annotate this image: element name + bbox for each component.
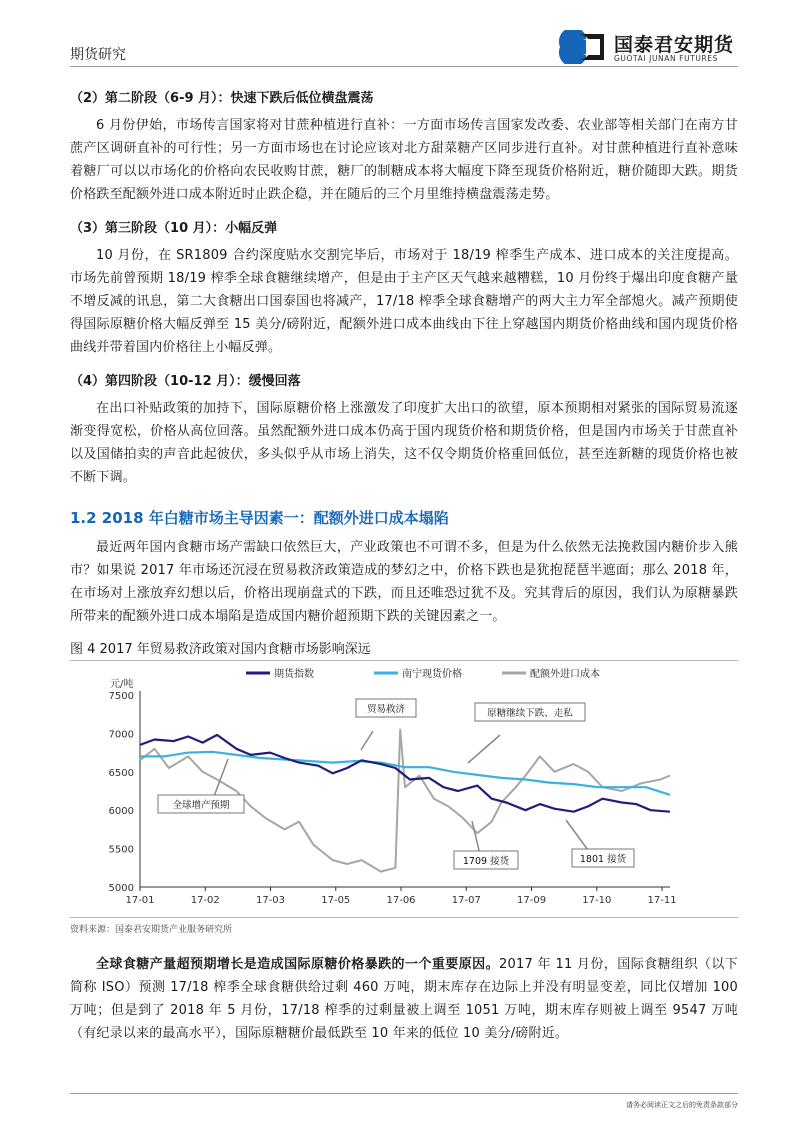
x-tick-label: 17-01 bbox=[125, 895, 155, 906]
x-tick-label: 17-06 bbox=[386, 895, 416, 906]
final-paragraph-bold: 全球食糖产量超预期增长是造成国际原糖价格暴跌的一个重要原因。 bbox=[96, 957, 500, 972]
chart-container bbox=[70, 665, 738, 915]
legend-label: 南宁现货价格 bbox=[402, 669, 462, 680]
y-tick-label: 7500 bbox=[108, 691, 134, 702]
y-tick-label: 5500 bbox=[108, 844, 134, 856]
section-heading: 1.2 2018 年白糖市场主导因素一：配额外进口成本塌陷 bbox=[70, 509, 449, 527]
annotation-label: 贸易救济 bbox=[366, 704, 406, 715]
stage2-body: 6 月份伊始，市场传言国家将对甘蔗种植进行直补：一方面市场传言国家发改委、农业部等相关部门在南方甘蔗产区调研直补的可行性；另一方面市场也在讨论应该对北方甜菜糖产区同步进行直补。对甘蔗种植进行直补意味着糖厂可以以市场化的价格向农民收购甘蔗，糖厂的制糖成本将大幅度下降至现货价格附近，糖价随即大跌。期货价格跌至配额外进口成本附近时止跌企稳，并在随后的三个月里维持横盘震荡走势。 bbox=[70, 118, 738, 202]
final-paragraph-rest: 2017 年 11 月份，国际食糖组织（以下简称 ISO）预测 17/18 榨季全球食糖供给过剩 460 万吨，期末库存在边际上并没有明显变差，同比仅增加 100 万吨；但是到了 2018 年 5 月份，17/18 榨季的过剩量被上调至 1051 万吨，期末库存则被上调至 9547 万吨（有纪录以来的最高水平），国际原糖糖价最低跌至 10 年来的低位 10 美分/磅附近。 bbox=[70, 957, 738, 1041]
header-divider bbox=[70, 66, 738, 67]
logo-text-en: GUOTAI JUNAN FUTURES bbox=[614, 54, 718, 63]
stage2-title: （2）第二阶段（6-9 月）：快速下跌后低位横盘震荡 bbox=[70, 91, 374, 106]
x-tick-label: 17-02 bbox=[190, 895, 220, 906]
line-chart bbox=[70, 665, 738, 915]
y-tick-label: 7000 bbox=[108, 729, 134, 741]
y-tick-label: 6000 bbox=[108, 806, 134, 818]
stage3-body: 10 月份，在 SR1809 合约深度贴水交割完毕后，市场对于 18/19 榨季生产成本、进口成本的关注度提高。市场先前曾预期 18/19 榨季全球食糖继续增产，但是由于主产区天气越来越糟糕，10 月份终于爆出印度食糖产量不增反减的讯息，第二大食糖出口国泰国也将减产，17/18 榨季全球食糖增产的两大主力军全部熄火。减产预期使得国际原糖价格大幅反弹至 15 美分/磅附近，配额外进口成本曲线由下往上穿越国内期货价格曲线和国内现货价格曲线并带着国内价格往上小幅反弹。 bbox=[70, 248, 738, 355]
annotation-label: 全球增产预期 bbox=[172, 800, 230, 811]
figure-title: 图 4 2017 年贸易救济政策对国内食糖市场影响深远 bbox=[70, 638, 738, 661]
main-content bbox=[70, 88, 738, 1045]
annotation-label: 1801 接货 bbox=[579, 854, 627, 865]
figure-source: 资料来源：国泰君安期货产业服务研究所 bbox=[70, 917, 738, 935]
stage4-body: 在出口补贴政策的加持下，国际原糖价格上涨激发了印度扩大出口的欲望，原本预期相对紧张的国际贸易流逐渐变得宽松，价格从高位回落。虽然配额外进口成本仍高于国内现货价格和期货价格，但是国内市场关于甘蔗直补以及国储拍卖的声音此起彼伏，多头似乎从市场上消失，这不仅令期货价格重回低位，甚至连新糖的现货价格也被不断下调。 bbox=[70, 401, 738, 485]
stage4-title: （4）第四阶段（10-12 月）：缓慢回落 bbox=[70, 374, 301, 389]
annotation-label: 原糖继续下跌、走私 bbox=[487, 708, 573, 719]
x-tick-label: 17-05 bbox=[321, 895, 351, 906]
header-section-label: 期货研究 bbox=[70, 47, 126, 63]
x-tick-label: 17-11 bbox=[647, 895, 677, 906]
footer-divider bbox=[70, 1093, 738, 1094]
annotation-arrow bbox=[361, 731, 373, 750]
x-tick-label: 17-09 bbox=[517, 895, 547, 906]
y-axis-label: 元/吨 bbox=[110, 679, 134, 690]
annotation-arrow bbox=[468, 735, 500, 763]
y-tick-label: 6500 bbox=[108, 767, 134, 779]
x-tick-label: 17-07 bbox=[451, 895, 481, 906]
company-logo bbox=[556, 30, 746, 64]
legend-label: 期货指数 bbox=[274, 669, 314, 680]
final-paragraph bbox=[70, 953, 738, 1045]
annotation-label: 1709 接货 bbox=[462, 856, 510, 867]
x-tick-label: 17-10 bbox=[582, 895, 612, 906]
legend-label: 配额外进口成本 bbox=[530, 669, 600, 680]
y-tick-label: 5000 bbox=[108, 883, 134, 894]
logo-text-cn: 国泰君安期货 bbox=[614, 34, 735, 56]
stage3-title: （3）第三阶段（10 月）：小幅反弹 bbox=[70, 221, 278, 236]
x-tick-label: 17-03 bbox=[255, 895, 286, 906]
logo-mark-icon bbox=[556, 30, 608, 64]
section-body: 最近两年国内食糖市场产需缺口依然巨大，产业政策也不可谓不多，但是为什么依然无法挽救国内糖价步入熊市？如果说 2017 年市场还沉浸在贸易救济政策造成的梦幻之中，价格下跌也是犹抱琵琶半遮面；那么 2018 年，在市场对上涨放弃幻想以后，价格出现崩盘式的下跌，而且还唯恐过犹不及。究其背后的原因，我们认为原糖暴跌所带来的配额外进口成本塌陷是造成国内糖价超预期下跌的关键因素之一。 bbox=[70, 540, 738, 624]
footer-disclaimer: 请务必阅读正文之后的免责条款部分 bbox=[626, 1101, 738, 1109]
